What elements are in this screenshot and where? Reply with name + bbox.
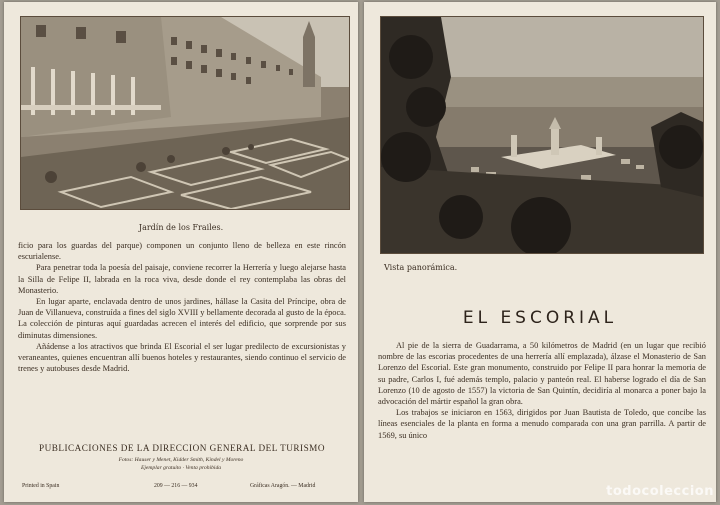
left-page xyxy=(4,2,358,502)
photo-credits: Fotos: Hauser y Menet, Kidder Smith, Kindel y Moreno xyxy=(118,457,244,463)
left-paragraph: En lugar aparte, enclavada dentro de unos jardines, hállase la Casita del Príncipe, obra de Juan de Villanueva, construída a fines del siglo XVIII y bellamente decorada al gusto de la época. La colección de pinturas aquí guardadas acrecen el interés del edificio, que sorprende por sus diminutas dimensiones. xyxy=(18,297,346,340)
printer-credit: Gráficas Aragón. — Madrid xyxy=(250,483,316,489)
left-paragraph: Añádense a los atractivos que brinda El Escorial el ser lugar predilecto de excursionistas y veraneantes, quienes encuentran allí buenos hoteles y restaurantes, siendo continuo el servicio de trenes y autobuses desde Madrid. xyxy=(18,341,346,374)
right-paragraph: Al pie de la sierra de Guadarrama, a 50 kilómetros de Madrid (en un lugar que recibió nombre de las escorias procedentes de una herrería allí emplazada), álzase el Monasterio de San Lorenzo del Escorial. Este gran monumento, construido por Felipe II para honrar la memoria de su padre, Carlos I, fué además templo, palacio y panteón real. El haberse logrado el día de San Lorenzo (10 de agosto de 1557) la victoria de San Quintín, decidiría al monarca a poner bajo la advocación del mártir español la gran obra. xyxy=(378,341,706,407)
vista-photo-caption: Vista panorámica. xyxy=(384,263,458,272)
jardin-photo-caption: Jardín de los Frailes. xyxy=(138,223,224,232)
printed-in-spain: Printed in Spain xyxy=(22,483,60,489)
jardin-de-los-frailes-photo xyxy=(20,16,350,210)
publisher-title: PUBLICACIONES DE LA DIRECCION GENERAL DEL TURISMO xyxy=(38,443,325,453)
left-body-text xyxy=(18,240,346,374)
left-paragraph: ficio para los guardas del parque) componen un conjunto lleno de belleza en este rincón escurialense. xyxy=(18,241,346,262)
page-title: EL ESCORIAL xyxy=(462,308,618,328)
free-copy-notice: Ejemplar gratuito · Venta prohibida xyxy=(140,465,222,471)
print-code: 209 — 216 — 934 xyxy=(154,483,198,489)
left-paragraph: Para penetrar toda la poesía del paisaje, conviene recorrer la Herrería y luego alejarse hasta la Silla de Felipe II, labrada en la roca viva, desde donde el rey contemplaba las obras del Monasterio. xyxy=(18,263,346,295)
watermark: todocoleccion xyxy=(606,484,714,499)
right-body-text xyxy=(378,340,706,441)
right-paragraph: Los trabajos se iniciaron en 1563, dirigidos por Juan Bautista de Toledo, que concibe las líneas esenciales de la planta en forma a menudo comparada con una gran parrilla. A partir de 1569, su único xyxy=(378,408,706,440)
vista-panoramica-photo xyxy=(380,16,704,254)
right-page xyxy=(364,2,716,502)
